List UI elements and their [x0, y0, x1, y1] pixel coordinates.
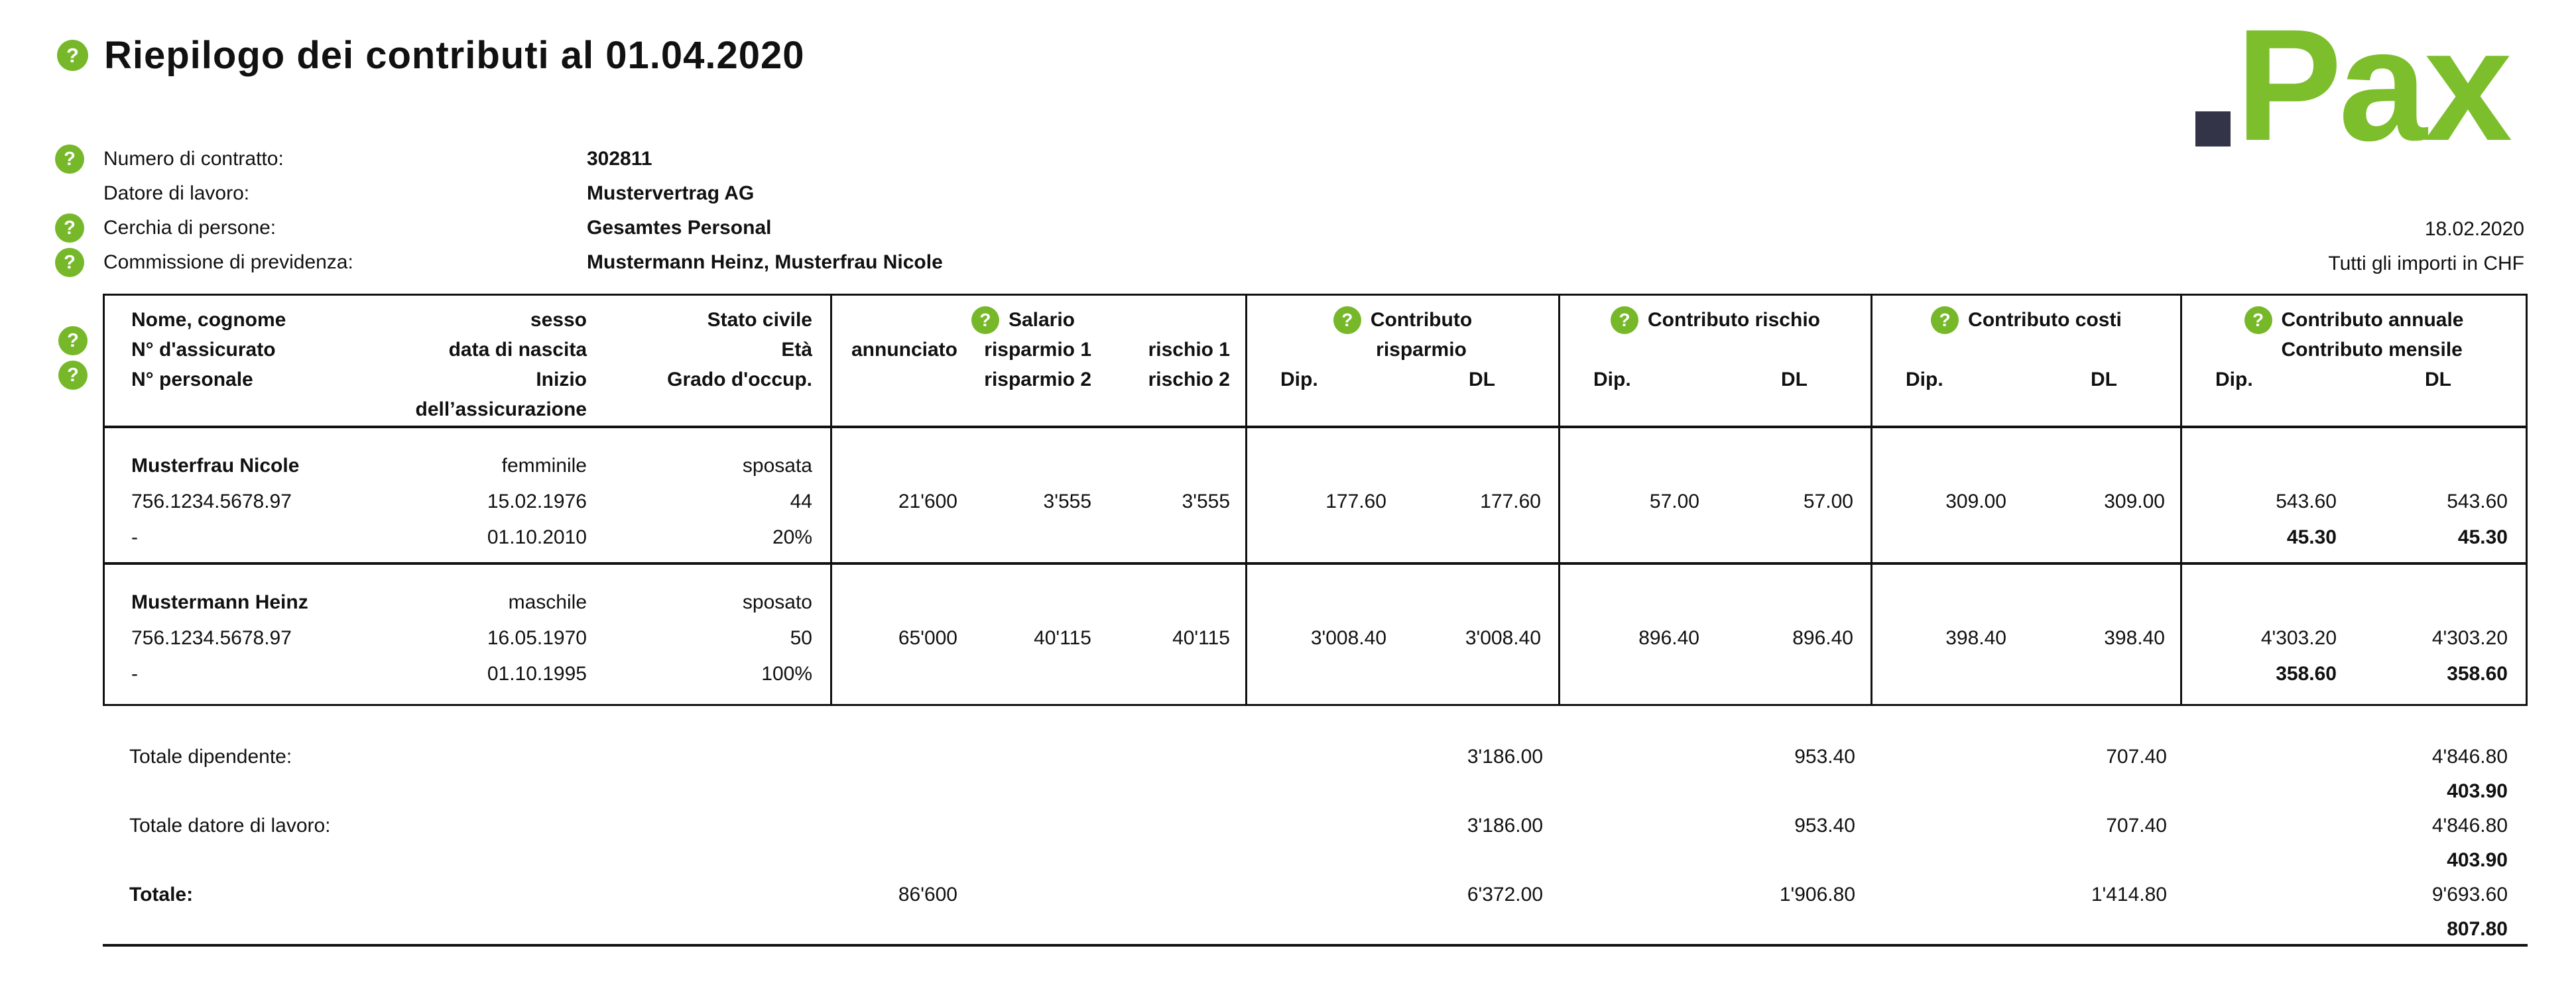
total-ca: 4'846.80: [2431, 746, 2508, 768]
info-row-commission: [54, 245, 943, 280]
total-cr: 1'906.80: [1779, 884, 1855, 906]
page-title: Riepilogo dei contributi al 01.04.2020: [104, 34, 805, 77]
total-row-grand: [105, 878, 2526, 912]
help-icon[interactable]: ?: [55, 145, 84, 174]
cell-ca-dl: 543.60 45.30: [2447, 491, 2508, 548]
total-row-employer-monthly: [105, 843, 2526, 878]
col-header-contrib-savings: ? Contributo risparmio Dip. DL: [1247, 296, 1560, 426]
help-icon[interactable]: ?: [2244, 306, 2272, 334]
cell-cs-dl: 177.60: [1386, 428, 1560, 562]
total-cc: 707.40: [2106, 746, 2167, 768]
dip-label: Dip.: [1593, 369, 1631, 390]
col-header-civil: Stato civile Età Grado d'occup.: [587, 296, 832, 426]
col-header-risk-salary: rischio 1 rischio 2: [1095, 296, 1247, 426]
cell-cr-dip: 57.00: [1649, 491, 1699, 512]
total-cm: 807.80: [2447, 918, 2508, 940]
help-icon[interactable]: ?: [57, 40, 88, 71]
total-row-grand-monthly: [105, 912, 2526, 947]
total-cc: 707.40: [2106, 815, 2167, 837]
info-label: Cerchia di persone:: [103, 217, 276, 239]
help-icon[interactable]: ?: [58, 361, 88, 390]
col-header-salary: ? Salario risparmio 1 risparmio 2: [957, 296, 1095, 426]
dip-label: Dip.: [1906, 369, 1943, 390]
cell-cc-dl: 309.00: [2006, 428, 2182, 562]
dip-label: Dip.: [2215, 369, 2253, 390]
cell-civil: sposata 44 20%: [587, 428, 832, 562]
dl-label: DL: [2425, 369, 2451, 390]
cell-personal: femminile 15.02.1976 01.10.2010: [487, 455, 587, 548]
total-announced: 86'600: [898, 884, 957, 906]
cell-announced: 21'600: [898, 491, 957, 512]
header-side-help-icons: [58, 326, 88, 390]
cell-ca-dip: 543.60 45.30: [2276, 491, 2337, 548]
cell-cr-dl: 896.40: [1699, 565, 1872, 704]
title-bar: [57, 33, 805, 78]
logo-wordmark: Pax: [2236, 0, 2510, 174]
total-cm: 403.90: [2447, 849, 2508, 871]
total-ca: 9'693.60: [2431, 884, 2508, 906]
dl-label: DL: [2091, 369, 2117, 390]
cell-name: Musterfrau Nicole 756.1234.5678.97 -: [131, 455, 300, 548]
total-cr: 953.40: [1794, 815, 1855, 837]
dl-label: DL: [1781, 369, 1808, 390]
cell-cc-dl: 398.40: [2006, 565, 2182, 704]
help-icon[interactable]: ?: [55, 213, 84, 243]
col-header-name: Nome, cognome N° d'assicurato N° personale: [131, 309, 286, 390]
cell-cc-dip: 398.40: [1945, 627, 2006, 649]
info-row-contract-number: [54, 142, 943, 176]
total-label: Totale datore di lavoro:: [129, 815, 331, 837]
help-icon[interactable]: ?: [58, 326, 88, 355]
col-header-contrib-costs: ? Contributo costi Dip. DL: [1872, 296, 2182, 426]
cell-risk1: 40'115: [1095, 565, 1247, 704]
total-row-employee-monthly: [105, 774, 2526, 809]
col-header-contrib-annual: ? Contributo annuale Contributo mensile Dip. DL: [2182, 296, 2526, 426]
total-cs: 3'186.00: [1467, 746, 1543, 768]
table-header-row: [105, 296, 2526, 428]
help-icon[interactable]: ?: [971, 306, 999, 334]
info-row-employer: [54, 176, 943, 211]
help-icon[interactable]: ?: [1931, 306, 1959, 334]
cell-cs-dip: 177.60: [1325, 491, 1386, 512]
cell-risk1: 3'555: [1095, 428, 1247, 562]
cell-announced: 65'000: [898, 627, 957, 649]
cell-name: Mustermann Heinz 756.1234.5678.97 -: [131, 591, 308, 685]
cell-cr-dl: 57.00: [1699, 428, 1872, 562]
pax-logo: [2188, 0, 2559, 174]
info-value: Mustervertrag AG: [587, 182, 755, 204]
total-cm: 403.90: [2447, 780, 2508, 802]
total-cc: 1'414.80: [2091, 884, 2167, 906]
contract-info: [54, 142, 943, 280]
cell-civil: sposato 50 100%: [587, 565, 832, 704]
table-row: [105, 565, 2526, 704]
info-label: Numero di contratto:: [103, 148, 284, 170]
cell-ca-dip: 4'303.20 358.60: [2260, 627, 2337, 685]
help-icon[interactable]: ?: [1611, 306, 1638, 334]
cell-personal: maschile 16.05.1970 01.10.1995: [487, 591, 587, 685]
dl-label: DL: [1469, 369, 1495, 390]
cell-salary1: 3'555: [1043, 491, 1091, 512]
info-row-person-circle: [54, 211, 943, 245]
logo-square-icon: [2195, 111, 2231, 146]
document-date: 18.02.2020: [2424, 218, 2524, 240]
bottom-rule: [103, 944, 2528, 947]
table-row: [105, 428, 2526, 565]
cell-cc-dip: 309.00: [1945, 491, 2006, 512]
col-header-announced: annunciato: [851, 339, 957, 361]
info-label: Commissione di previdenza:: [103, 251, 353, 273]
info-value: Gesamtes Personal: [587, 217, 772, 239]
total-cs: 6'372.00: [1467, 884, 1543, 906]
currency-note: Tutti gli importi in CHF: [2328, 253, 2524, 274]
total-cr: 953.40: [1794, 746, 1855, 768]
cell-cr-dip: 896.40: [1638, 627, 1699, 649]
total-cs: 3'186.00: [1467, 815, 1543, 837]
info-value: 302811: [587, 148, 652, 170]
info-value: Mustermann Heinz, Musterfrau Nicole: [587, 251, 943, 273]
total-row-employer: [105, 809, 2526, 843]
cell-salary1: 40'115: [1034, 627, 1091, 649]
dip-label: Dip.: [1280, 369, 1318, 390]
contribution-table: [103, 294, 2528, 706]
help-icon[interactable]: ?: [1333, 306, 1361, 334]
total-label: Totale:: [129, 884, 194, 906]
info-label: Datore di lavoro:: [103, 182, 250, 204]
cell-ca-dl: 4'303.20 358.60: [2431, 627, 2508, 685]
total-label: Totale dipendente:: [129, 746, 292, 768]
cell-cs-dl: 3'008.40: [1386, 565, 1560, 704]
col-header-contrib-risk: ? Contributo rischio Dip. DL: [1560, 296, 1872, 426]
col-header-personal: sesso data di nascita Inizio dell’assicurazione: [415, 309, 587, 420]
totals-section: [105, 740, 2526, 947]
help-icon[interactable]: ?: [55, 248, 84, 277]
total-row-employee: [105, 740, 2526, 774]
total-ca: 4'846.80: [2431, 815, 2508, 837]
cell-cs-dip: 3'008.40: [1310, 627, 1386, 649]
